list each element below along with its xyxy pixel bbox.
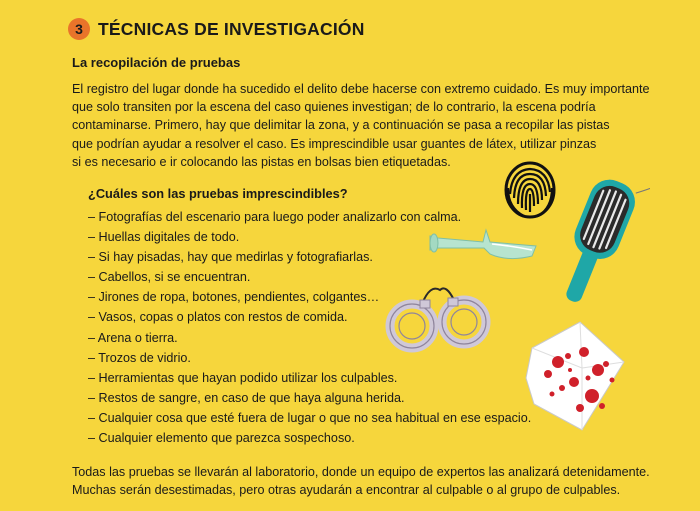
- intro-line: contaminarse. Primero, hay que delimitar la zona, y a continuación se pasa a recopilar las pistas: [72, 118, 610, 133]
- intro-line: que podrían ayudar a resolver el caso. Es imprescindible usar guantes de látex, utilizar pinzas: [72, 136, 597, 151]
- list-item: – Restos de sangre, en caso de que haya alguna herida.: [88, 390, 405, 405]
- list-item: – Cabellos, si se encuentran.: [88, 270, 251, 285]
- list-item: – Arena o tierra.: [88, 330, 178, 345]
- list-item: – Cualquier cosa que esté fuera de lugar o que no sea habitual en ese espacio.: [88, 410, 532, 425]
- intro-paragraph: [72, 80, 650, 171]
- section-header: [68, 18, 365, 40]
- list-item: – Jirones de ropa, botones, pendientes, colgantes…: [88, 290, 380, 305]
- list-item: – Vasos, copas o platos con restos de comida.: [88, 310, 348, 325]
- list-item: – Si hay pisadas, hay que medirlas y fotografiarlas.: [88, 250, 373, 265]
- subsection-title: La recopilación de pruebas: [72, 55, 241, 70]
- broken-glass-icon: [428, 218, 543, 268]
- outro-line: Todas las pruebas se llevarán al laboratorio, donde un equipo de expertos las analizará detenidamente.: [72, 465, 650, 479]
- intro-line: si es necesario e ir colocando las pistas en bolsas bien etiquetadas.: [72, 154, 451, 169]
- bloody-handkerchief-icon: [522, 318, 632, 438]
- outro-line: Muchas serán desestimadas, pero otras ayudarán a encontrar al culpable o al grupo de culpables.: [72, 483, 621, 497]
- list-item: – Huellas digitales de todo.: [88, 230, 240, 245]
- handcuffs-icon: [382, 280, 497, 360]
- section-title: TÉCNICAS DE INVESTIGACIÓN: [98, 18, 365, 39]
- list-item: – Herramientas que hayan podido utilizar los culpables.: [88, 370, 398, 385]
- closing-paragraph: [72, 463, 672, 499]
- section-number-badge: 3: [68, 18, 90, 40]
- intro-line: El registro del lugar donde ha sucedido el delito debe hacerse con extremo cuidado. Es muy importante: [72, 82, 650, 96]
- list-item: – Fotografías del escenario para luego poder analizarlo con calma.: [88, 210, 462, 224]
- fingerprint-icon: [500, 160, 560, 220]
- intro-line: que solo transiten por la escena del caso quienes investigan; de lo contrario, la escena podría: [72, 100, 596, 115]
- evidence-question: ¿Cuáles son las pruebas imprescindibles?: [88, 186, 348, 201]
- hairbrush-icon: [555, 172, 650, 312]
- list-item: – Cualquier elemento que parezca sospechoso.: [88, 431, 355, 446]
- list-item: – Trozos de vidrio.: [88, 350, 191, 365]
